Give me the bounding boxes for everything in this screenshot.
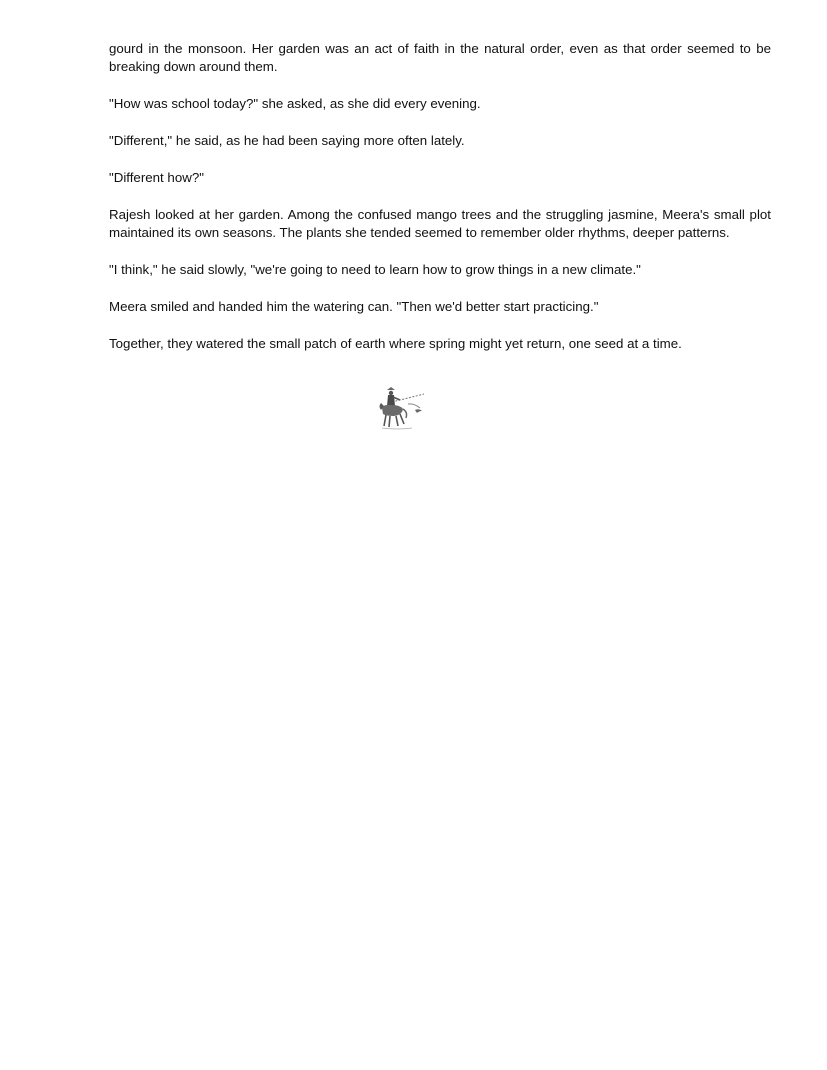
- paragraph-different-how: "Different how?": [109, 170, 204, 185]
- paragraph-garden-faith: gourd in the monsoon. Her garden was an act of faith in the natural order, even as that order seemed to be breaking down around them.: [109, 41, 771, 74]
- story-text: [109, 40, 771, 372]
- paragraph-rajesh-garden: Rajesh looked at her garden. Among the confused mango trees and the struggling jasmine, Meera's small plot maintained its own seasons. The plants she tended seemed to remember older rhythms, deeper patterns.: [109, 207, 771, 240]
- paragraph-watering-can: Meera smiled and handed him the watering can. "Then we'd better start practicing.": [109, 299, 599, 314]
- paragraph-new-climate: "I think," he said slowly, "we're going to need to learn how to grow things in a new climate.": [109, 262, 641, 277]
- paragraph-together: Together, they watered the small patch of earth where spring might yet return, one seed at a time.: [109, 336, 682, 351]
- knight-on-horse-with-lance-icon: [378, 384, 426, 432]
- paragraph-different-reply: "Different," he said, as he had been saying more often lately.: [109, 133, 465, 148]
- paragraph-school-question: "How was school today?" she asked, as she did every evening.: [109, 96, 481, 111]
